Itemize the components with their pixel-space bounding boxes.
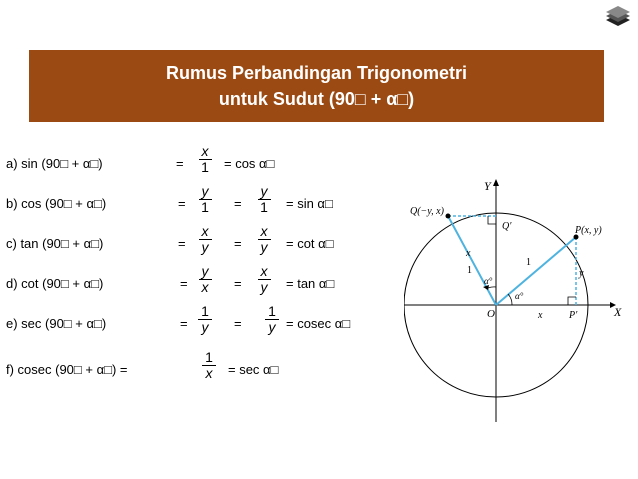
right-angle-mark-p [568, 297, 576, 305]
denominator: 1 [201, 159, 209, 175]
equals-sign: = [234, 276, 242, 291]
denominator: y [201, 319, 209, 335]
label-one-right: 1 [526, 257, 531, 268]
numerator: y [258, 184, 271, 200]
formula-row-b [6, 184, 396, 228]
fraction [195, 224, 215, 255]
equals-sign: = [234, 236, 242, 251]
fraction [195, 304, 215, 335]
slideshare-logo-icon [604, 6, 632, 28]
equals-sign: = [234, 316, 242, 331]
label-q-prime: Q′ [502, 221, 512, 232]
formula-label: f) cosec (90□ + α□) = [6, 362, 128, 377]
equals-sign: = [234, 196, 242, 211]
label-y: y [579, 268, 584, 279]
result: = cot α□ [286, 236, 334, 251]
label-axis-y: Y [484, 179, 491, 193]
denominator: y [201, 239, 209, 255]
label-x-right: x [538, 310, 543, 321]
formula-row-e [6, 304, 396, 348]
denominator: y [268, 319, 276, 335]
result: = cosec α□ [286, 316, 351, 331]
result: = cos α□ [224, 156, 275, 171]
fraction [254, 224, 274, 255]
denominator: x [201, 279, 209, 295]
formula-label: a) sin (90□ + α□) [6, 156, 103, 171]
fraction [254, 184, 274, 215]
formula-label: e) sec (90□ + α□) [6, 316, 107, 331]
label-axis-x: X [614, 305, 622, 319]
numerator: y [199, 264, 212, 280]
unit-circle-diagram [404, 176, 636, 422]
radius-op [496, 237, 576, 305]
numerator: y [199, 184, 212, 200]
angle-arc-left [488, 287, 496, 288]
denominator: y [260, 239, 268, 255]
angle-arc-right [508, 294, 512, 305]
title-banner [29, 50, 604, 122]
formula-label: d) cot (90□ + α□) [6, 276, 104, 291]
formula-row-c [6, 224, 396, 268]
fraction [254, 264, 274, 295]
fraction [195, 144, 215, 175]
fraction [262, 304, 282, 335]
equals-sign: = [180, 316, 188, 331]
label-p-prime: P′ [569, 310, 578, 321]
formula-label: b) cos (90□ + α□) [6, 196, 107, 211]
y-axis-arrow-icon [493, 179, 499, 186]
denominator: y [260, 279, 268, 295]
formula-row-d [6, 264, 396, 308]
fraction [195, 184, 215, 215]
point-q-dot [446, 214, 451, 219]
formula-row-f [6, 350, 396, 394]
right-angle-mark-q [488, 216, 496, 224]
denominator: 1 [201, 199, 209, 215]
denominator: 1 [260, 199, 268, 215]
numerator: x [258, 224, 271, 240]
fraction [195, 264, 215, 295]
label-angle-left: α° [484, 276, 493, 286]
label-origin: O [487, 308, 495, 320]
formula-row-a [6, 144, 396, 188]
title-line-2: untuk Sudut (90□ + α□) [218, 89, 415, 109]
result: = sin α□ [286, 196, 333, 211]
label-one-left: 1 [467, 265, 472, 276]
numerator: x [199, 224, 212, 240]
fraction [199, 350, 219, 381]
equals-sign: = [178, 196, 186, 211]
label-point-q: Q(−y, x) [410, 206, 444, 217]
numerator: 1 [265, 304, 279, 320]
numerator: 1 [198, 304, 212, 320]
label-x-left: x [466, 248, 471, 259]
formula-label: c) tan (90□ + α□) [6, 236, 104, 251]
result: = sec α□ [228, 362, 279, 377]
label-angle-right: α° [515, 291, 524, 301]
equals-sign: = [176, 156, 184, 171]
numerator: x [258, 264, 271, 280]
title-line-1: Rumus Perbandingan Trigonometri [165, 63, 468, 83]
denominator: x [205, 365, 213, 381]
numerator: 1 [202, 350, 216, 366]
result: = tan α□ [286, 276, 335, 291]
equals-sign: = [178, 236, 186, 251]
equals-sign: = [180, 276, 188, 291]
numerator: x [199, 144, 212, 160]
label-point-p: P(x, y) [575, 225, 602, 236]
radius-oq [448, 216, 496, 305]
